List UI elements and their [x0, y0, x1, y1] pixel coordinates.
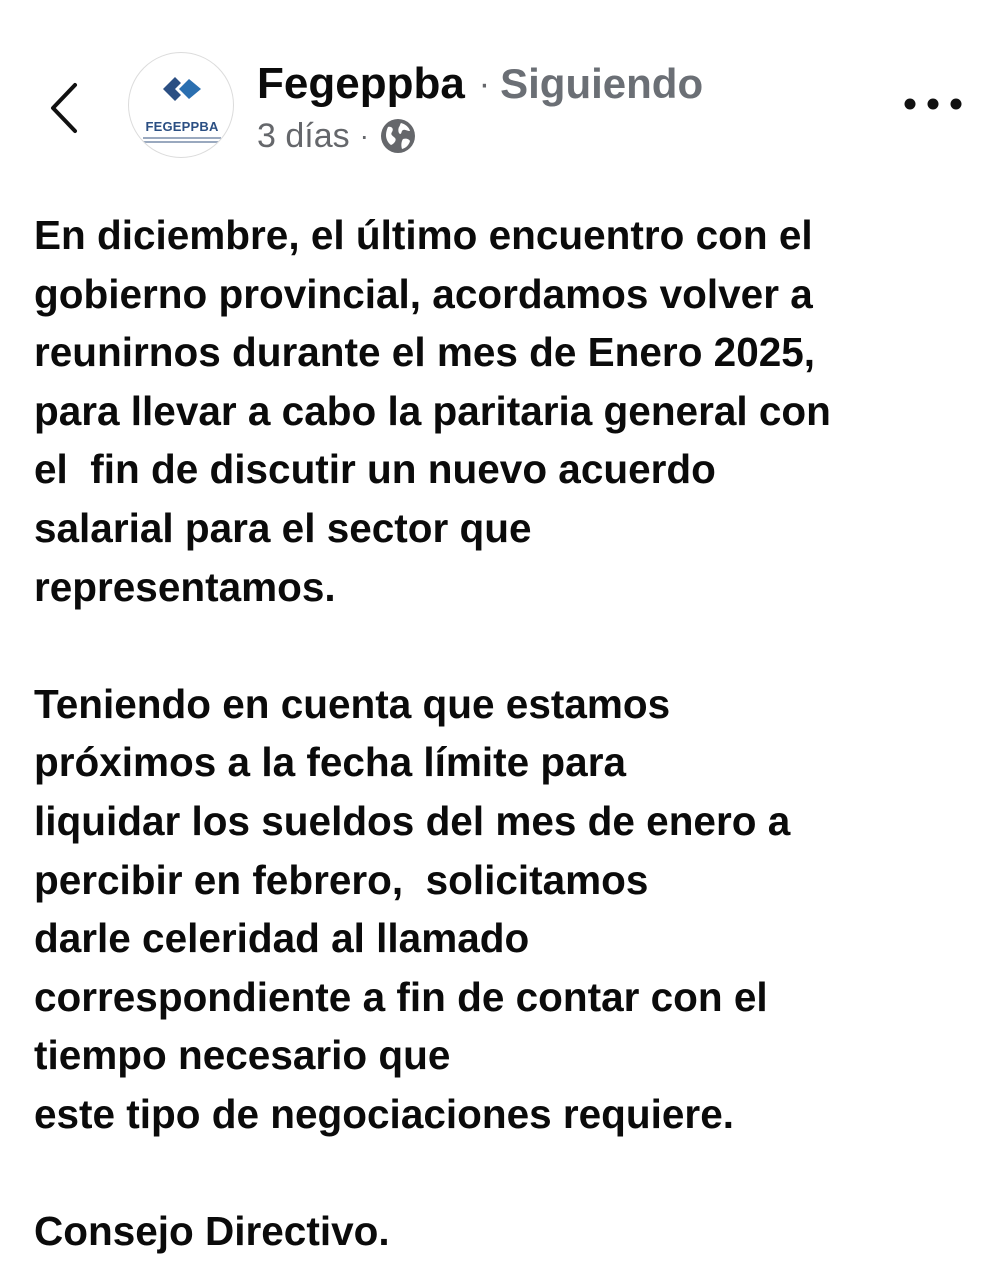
- post-line: tiempo necesario que: [34, 1032, 451, 1079]
- post-line: liquidar los sueldos del mes de enero a: [34, 797, 791, 844]
- post-line: gobierno provincial, acordamos volver a: [34, 270, 813, 317]
- page-avatar[interactable]: [128, 52, 234, 158]
- page-name-link[interactable]: Fegeppba: [257, 59, 465, 108]
- post-signature: Consejo Directivo.: [34, 1208, 390, 1255]
- fegeppba-logo-icon: [159, 71, 205, 107]
- post-line: percibir en febrero, solicitamos: [34, 856, 649, 903]
- post-line: darle celeridad al llamado: [34, 915, 530, 962]
- meta-separator: ·: [359, 120, 369, 151]
- avatar-logo-text: FEGEPPBA: [145, 119, 219, 134]
- more-options-button[interactable]: [900, 82, 966, 126]
- author-row: [257, 56, 703, 112]
- post-line: En diciembre, el último encuentro con el: [34, 212, 813, 258]
- following-button[interactable]: Siguiendo: [500, 60, 704, 107]
- post-line: el fin de discutir un nuevo acuerdo: [34, 446, 716, 493]
- post-line: Teniendo en cuenta que estamos: [34, 680, 671, 727]
- post-line: correspondiente a fin de contar con el: [34, 973, 768, 1020]
- name-separator: ·: [478, 64, 491, 103]
- chevron-left-icon: [49, 82, 79, 134]
- post-timestamp[interactable]: 3 días: [257, 116, 350, 155]
- post-header: [0, 0, 997, 180]
- avatar-logo-subtext: [143, 137, 221, 139]
- more-horizontal-icon: [903, 97, 963, 111]
- globe-icon[interactable]: [379, 117, 417, 155]
- paragraph-break: [34, 1144, 974, 1203]
- post-line: próximos a la fecha límite para: [34, 739, 626, 786]
- back-button[interactable]: [36, 70, 92, 146]
- post-line: reunirnos durante el mes de Enero 2025,: [34, 329, 816, 376]
- post-line: este tipo de negociaciones requiere.: [34, 1090, 734, 1137]
- post-line: representamos.: [34, 563, 336, 610]
- paragraph-break: [34, 616, 974, 675]
- post-line: salarial para el sector que: [34, 504, 532, 551]
- post-line: para llevar a cabo la paritaria general con: [34, 387, 831, 434]
- post-text: [34, 206, 974, 1261]
- post-meta-row: [257, 114, 417, 158]
